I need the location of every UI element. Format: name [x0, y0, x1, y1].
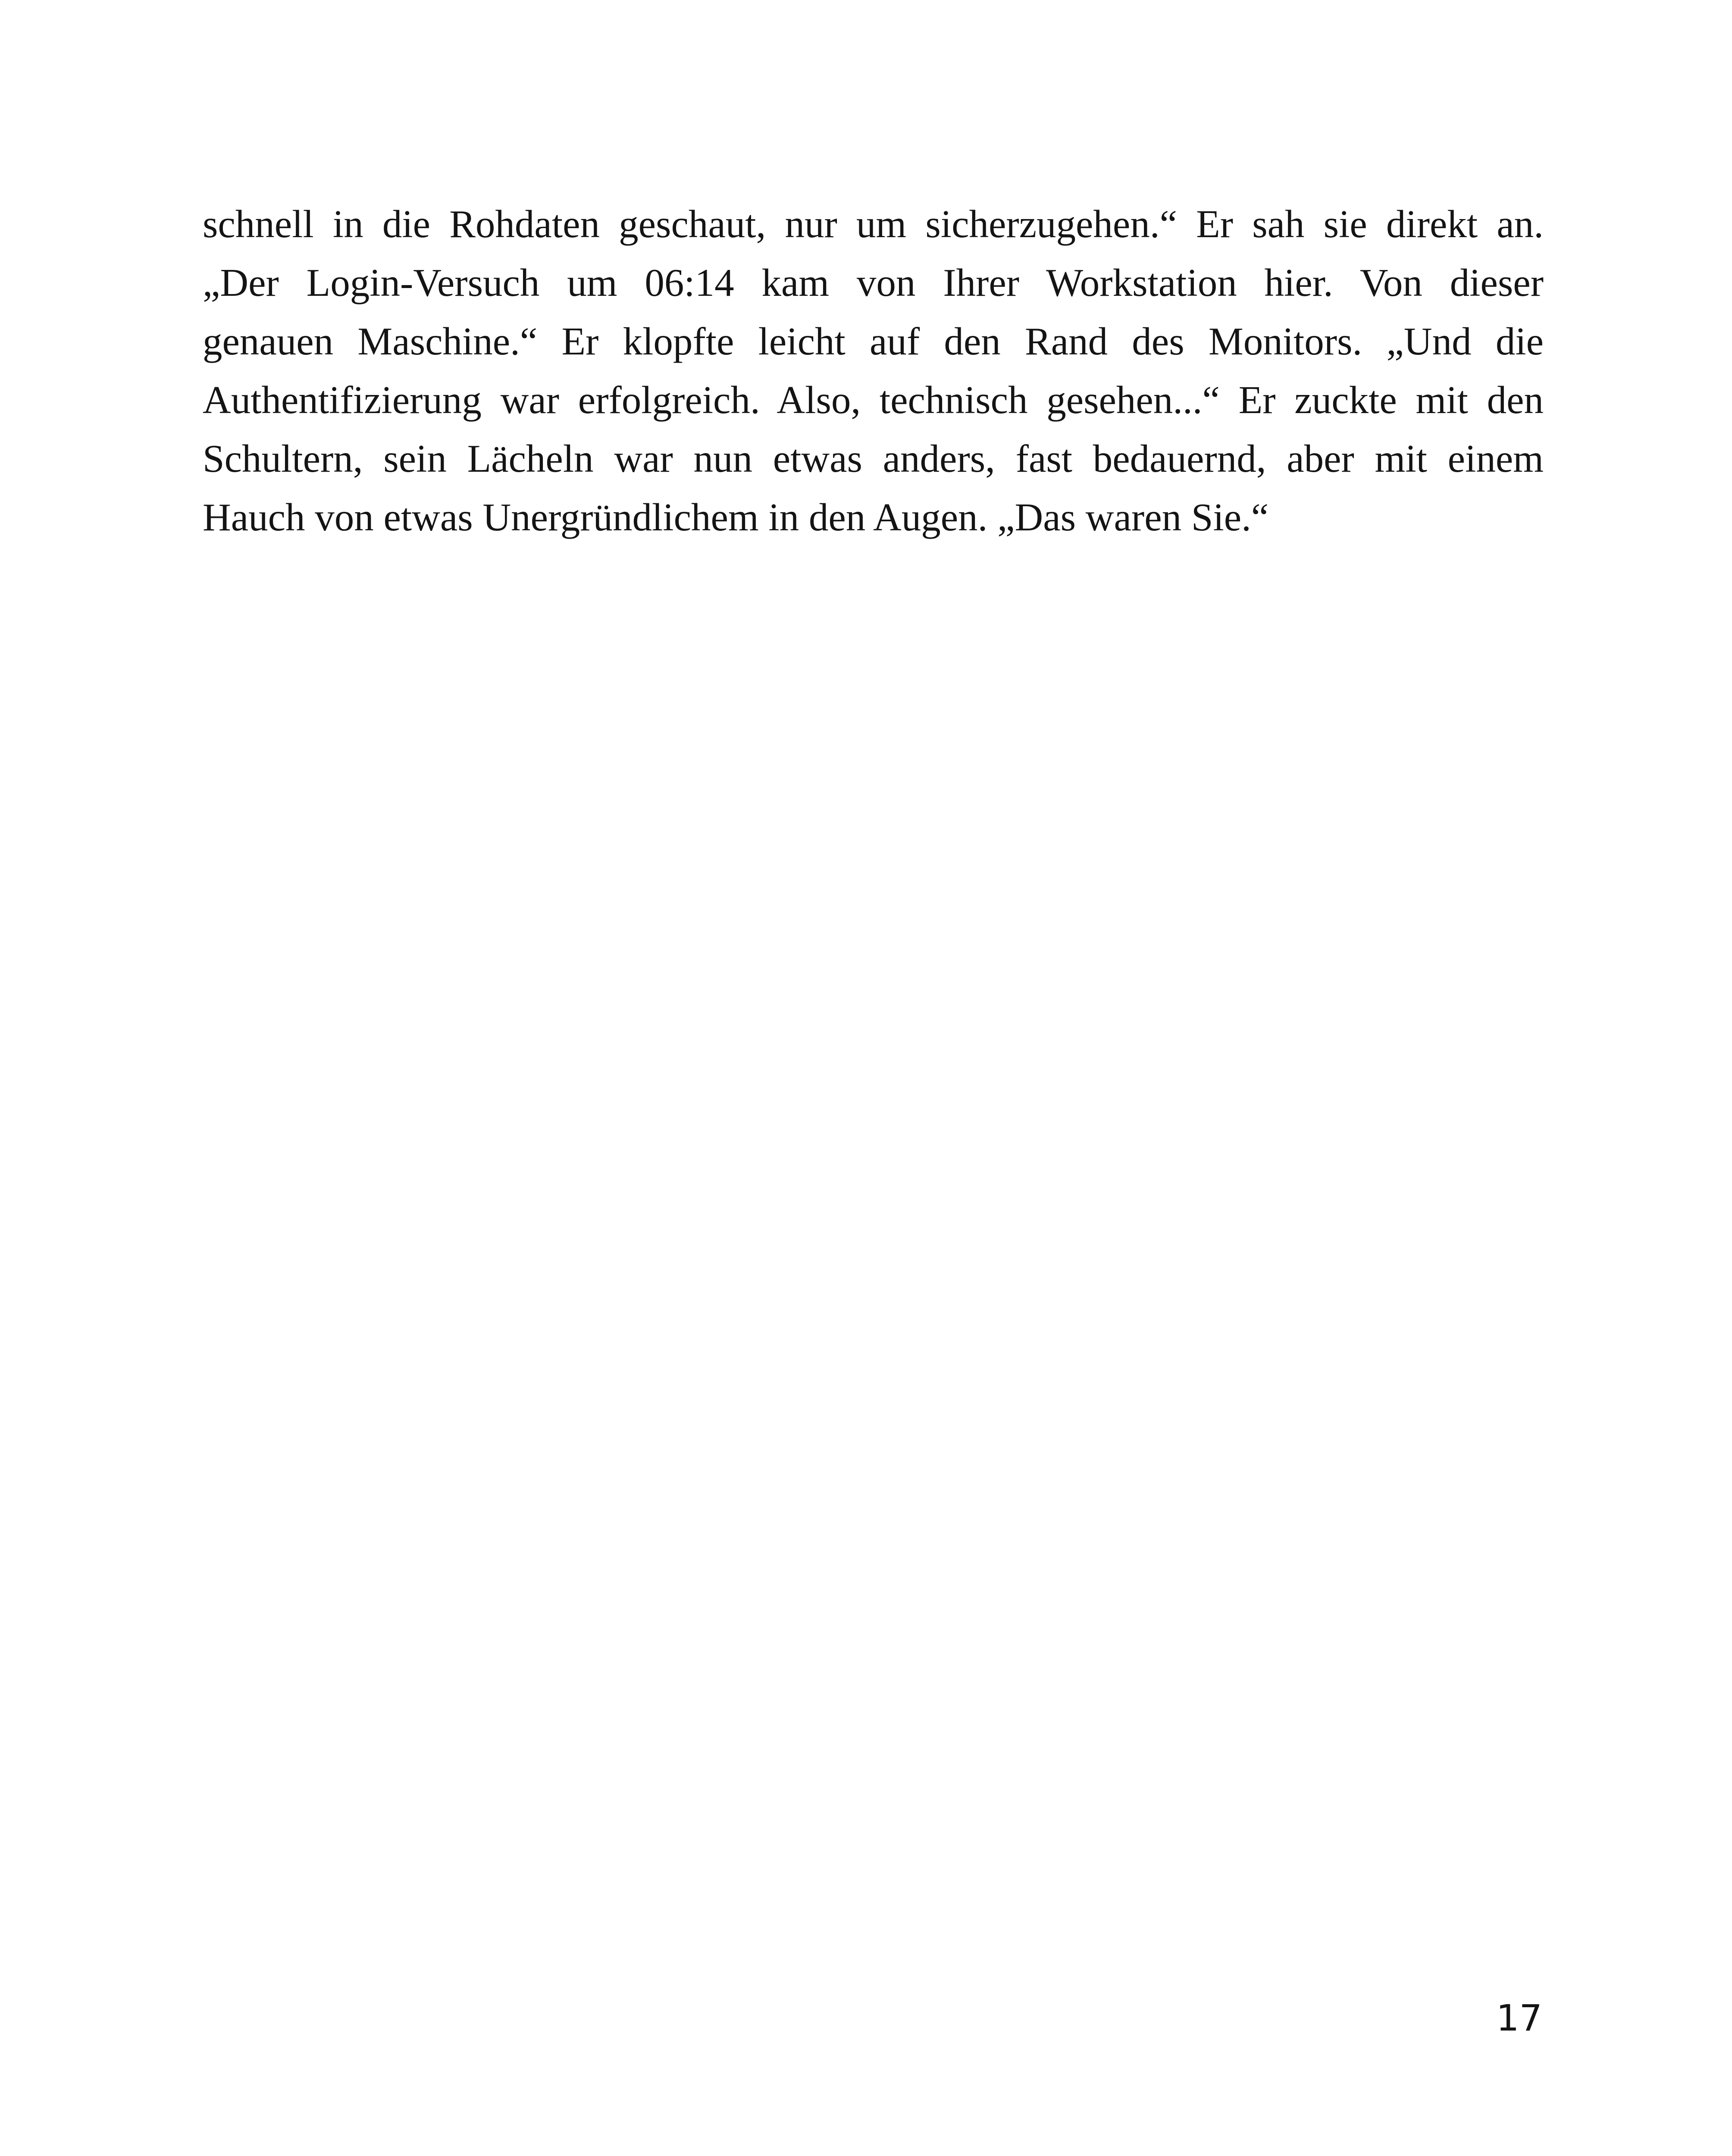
- paragraph-line: Schultern, sein Lächeln war nun etwas anders, fast bedauernd, aber mit einem: [203, 437, 1544, 480]
- paragraph-line: schnell in die Rohdaten geschaut, nur um sicherzugehen.“ Er sah sie direkt an.: [203, 202, 1544, 246]
- paragraph-line: genauen Maschine.“ Er klopfte leicht auf den Rand des Monitors. „Und die: [203, 320, 1544, 363]
- paragraph-line: Authentifizierung war erfolgreich. Also, technisch gesehen...“ Er zuckte mit den: [203, 378, 1544, 422]
- body-paragraph: [203, 195, 1544, 547]
- page-number: 17: [1496, 1997, 1542, 2039]
- paragraph-line: „Der Login-Versuch um 06:14 kam von Ihrer Workstation hier. Von dieser: [203, 261, 1544, 304]
- paragraph-line: Hauch von etwas Unergründlichem in den Augen. „Das waren Sie.“: [203, 495, 1269, 539]
